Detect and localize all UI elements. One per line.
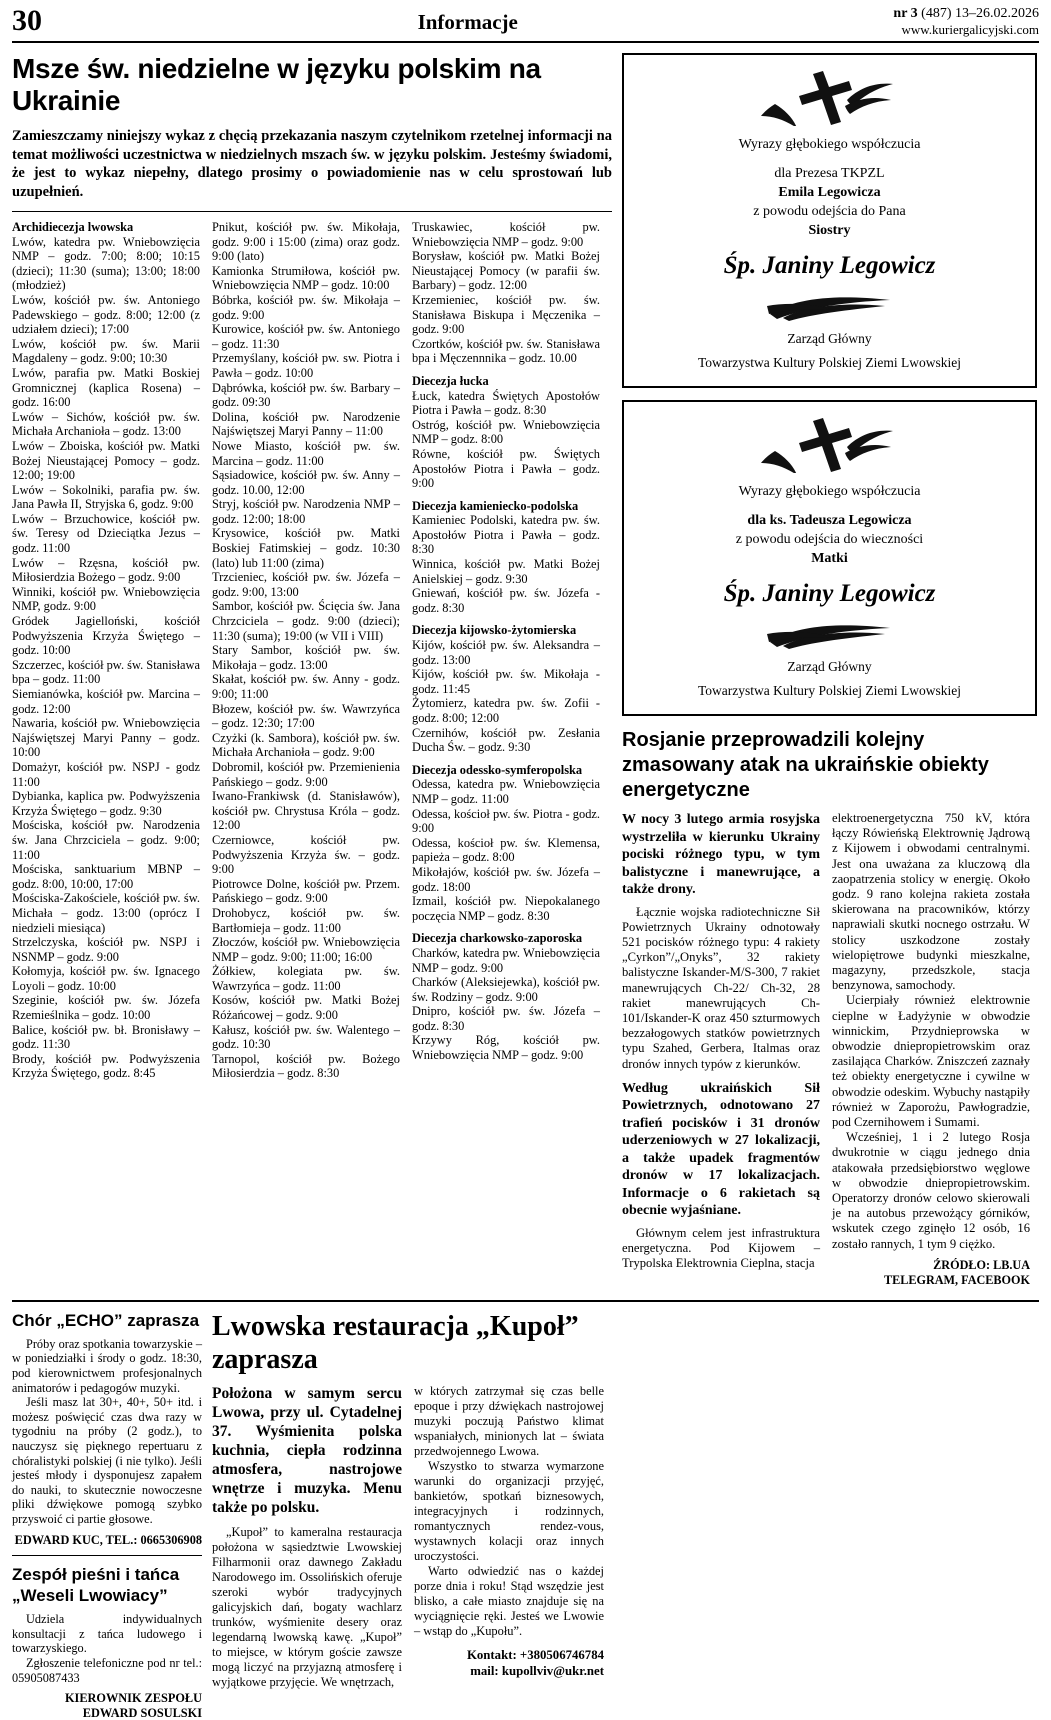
list-item: Sambor, kościół pw. Ścięcia św. Jana Chrzciciela – godz. 9:00 (dzieci); 11:30 (suma); 19:00 (w VII i VIII) — [212, 599, 400, 643]
list-item: Nowe Miasto, kościół pw. św. Marcina – godz. 11:00 — [212, 438, 400, 468]
choir-notice — [12, 1310, 202, 1720]
list-item: Lwów, kościół pw. św. Marii Magdaleny – godz. 9:00; 10:30 — [12, 336, 200, 366]
list-item: Lwów – Brzuchowice, kościół pw. św. Teresy od Dzieciątka Jezus – godz. 11:00 — [12, 511, 200, 556]
list-item: Mościska-Zakościele, kościół pw. św. Michała – godz. 13:00 (oprócz I niedzieli miesiąca) — [12, 891, 200, 935]
list-item: Mościska, kościół pw. Narodzenia św. Jana Chrzciciela – godz. 9:00; 11:00 — [12, 818, 200, 862]
restaurant-phone[interactable]: Kontakt: +380506746784 — [466, 1647, 604, 1662]
article-paragraph: Ucierpiały również elektrownie cieplne w Ładyżynie w obwodzie winnickim, Przydnieprowska w obwodzie dniepropietrowskim oraz zasilająca Charków. Zniszczeń zaznały też obiekty energetyczne i cywilne w obwodzie odeskim. Wybuchy nastąpiły również w Zaporożu, Pawłogradzie, pod Czernihowem i Sumami. — [832, 993, 1030, 1130]
divider — [12, 211, 612, 212]
list-item: Pnikut, kościół pw. św. Mikołaja, godz. 9:00 i 15:00 (zima) oraz godz. 9:00 (lato) — [212, 220, 400, 264]
article-headline: Rosjanie przeprowadzili kolejny zmasowany atak na ukraińskie obiekty energetyczne — [622, 729, 989, 801]
list-item: Lwów, kościół pw. św. Antoniego Padewskiego – godz. 8:00; 12:00 (z udziałem dzieci); 17:00 — [12, 292, 200, 337]
restaurant-columns — [212, 1384, 610, 1690]
list-item: Dybianka, kaplica pw. Podwyższenia Krzyża Świętego – godz. 9:30 — [12, 789, 200, 818]
list-item: Archidiecezja lwowska — [12, 220, 134, 234]
list-item: Przemyślany, kościół pw. sw. Piotra i Pawła – godz. 10:00 — [212, 351, 400, 380]
diocese-heading: Diecezja kijowsko-żytomierska — [412, 623, 577, 638]
obit-line-5: Siostry — [808, 223, 851, 238]
list-item: Siemianówka, kościół pw. Marcina – godz. 12:00 — [12, 687, 200, 716]
article-paragraph: Głównym celem jest infrastruktura energetyczna. Pod Kijowem – Trypolska Elektrownia Cieplna, stacja — [622, 1225, 820, 1271]
list-item: Nawaria, kościół pw. Wniebowzięcia Najświętszej Maryi Panny – godz. 10:00 — [12, 716, 200, 760]
ensemble-title: Zespół pieśni i tańca „Weseli Lwowiacy” — [12, 1565, 180, 1606]
diocese-heading: Diecezja łucka — [412, 373, 489, 388]
list-item: Kijów, kościół pw. św. Mikołaja - godz. 11:45 — [412, 667, 600, 696]
restaurant-column-1 — [212, 1384, 402, 1690]
ensemble-signature-name: EDWARD SOSULSKI — [82, 1705, 202, 1720]
article-column-2 — [832, 811, 1030, 1288]
list-item: Czernihów, kościół pw. Zesłania Ducha Św. – godz. 9:30 — [412, 725, 600, 755]
list-item: Izmail, kościół pw. Niepokalanego poczęcia NMP – godz. 8:30 — [412, 894, 600, 923]
list-item: Lwów – Sichów, kościół pw. św. Michała Archanioła – godz. 13:00 — [12, 409, 200, 439]
obit-line-5: Matki — [811, 551, 848, 566]
article-paragraph: Łącznie wojska radiotechniczne Sił Powietrznych Ukrainy odnotowały 521 pocisków różnego typu: 4 rakiety „Cyrkon”/„Onyks”, 32 rakiety balistyczne Iskander-M/S-300, 7 rakiet manewrujących Ch-22/ Ch-32, 28 rakiet manewrujących Ch-101/Iskander-K oraz 450 szturmowych bezzałogowych statków powietrznych typu Szahed, Gerbera, Italmas oraz dronów innych typów z kierunków. — [622, 904, 820, 1071]
mass-column-1 — [12, 220, 200, 1081]
restaurant-lead: Położona w samym sercu Lwowa, przy ul. Cytadelnej 37. Wyśmienita polska kuchnia, ciepła rodzinna atmosfera, nastrojowe wnętrze i muzyka. Menu także po polsku. — [212, 1384, 402, 1516]
list-item: Kałusz, kościół pw. św. Walentego – godz. 10:30 — [212, 1022, 400, 1052]
restaurant-paragraph: „Kupoł” to kameralna restauracja położona w sąsiedztwie Lwowskiej Filharmonii oraz dawnego Zakładu Narodowego im. Ossolińskich oferuje szeroki wybór tradycyjnych galicyjskich dań, bogaty wachlarz trunków, wyśmienite desery oraz legendarną lwowską kawę. „Kupoł” to miejsce, w którym goście zawsze mogą liczyć na przyjazną atmosferę i wyjątkowe przyjęcie. We wnętrzach, — [212, 1524, 402, 1689]
obit-line-4: z powodu odejścia do wieczności — [735, 532, 924, 547]
list-item: Kijów, kościół pw. św. Aleksandra – godz. 13:00 — [412, 638, 600, 667]
list-item: Tarnopol, kościół pw. Bożego Miłosierdzia – godz. 8:30 — [212, 1051, 400, 1081]
list-item: Skałat, kościół pw. św. Anny - godz. 9:00; 11:00 — [212, 672, 400, 701]
choir-paragraph: Próby oraz spotkania towarzyskie – w poniedziałki i środy o godz. 18:30, pod kierownictwem profesjonalnych animatorów i pedagogów muzyki. — [12, 1336, 202, 1395]
restaurant-title: Lwowska restauracja „Kupoł” zaprasza — [212, 1310, 579, 1375]
ensemble-signature-role: KIEROWNIK ZESPOŁU — [64, 1691, 202, 1706]
palm-branch-icon — [636, 618, 1023, 652]
list-item: Szczerzec, kościół pw. św. Stanisława bpa – godz. 11:00 — [12, 657, 200, 687]
list-item: Brody, kościół pw. Podwyższenia Krzyża Świętego, godz. 8:45 — [12, 1051, 200, 1081]
restaurant-ad — [212, 1310, 610, 1720]
obit-footer-1: Zarząd Główny — [787, 331, 872, 346]
masthead — [12, 6, 1039, 43]
list-item: Czyżki (k. Sambora), kościół pw. św. Michała Archanioła – godz. 9:00 — [212, 730, 400, 760]
list-item: Czortków, kościół pw. św. Stanisława bpa i Męczennnika – godz. 10.00 — [412, 336, 600, 366]
list-item: Strzelczyska, kościół pw. NSPJ i NSNMP – godz. 9:00 — [12, 935, 200, 964]
list-item: Kołomyja, kościół pw. św. Ignacego Loyoli – godz. 10:00 — [12, 964, 200, 993]
article-lead: W nocy 3 lutego armia rosyjska wystrzeliła w kierunku Ukrainy pociski różnego typu, w tym balistyczne i manewrujące, a także drony. — [622, 812, 820, 897]
issue-date: (487) 13–26.02.2026 — [917, 6, 1039, 21]
restaurant-column-2 — [414, 1384, 604, 1690]
list-item: Kurowice, kościół pw. św. Antoniego – godz. 11:30 — [212, 322, 400, 351]
list-item: Lwów – Zboiska, kościół pw. Matki Bożej Nieustającej Pomocy – godz. 12:00; 19:00 — [12, 438, 200, 483]
list-item: Krysowice, kościół pw. Matki Boskiej Fatimskiej – godz. 10:30 (lato) lub 11:00 (zima) — [212, 526, 400, 570]
list-item: Mikołajów, kościół pw. św. Józefa – godz. 18:00 — [412, 864, 600, 894]
bottom-spacer — [620, 1310, 1035, 1720]
mass-column-3 — [412, 220, 600, 1081]
obit-line-1: Wyrazy głębokiego współczucia — [738, 137, 921, 152]
page-number: 30 — [12, 4, 42, 37]
list-item: Lwów – Rzęsna, kościół pw. Miłosierdzia Bożego – godz. 9:00 — [12, 555, 200, 585]
obituary-notice-1 — [622, 53, 1037, 388]
page-body — [12, 53, 1039, 1288]
list-item: Dąbrówka, kościół pw. św. Barbary – godz. 09:30 — [212, 380, 400, 410]
list-item: Trzcieniec, kościół pw. św. Józefa – godz. 9:00, 13:00 — [212, 570, 400, 599]
obit-line-2: dla ks. Tadeusza Legowicza — [747, 513, 912, 528]
diocese-heading: Diecezja kamieniecko-podolska — [412, 498, 579, 513]
website-url[interactable]: www.kuriergalicyjski.com — [901, 22, 1039, 37]
list-item: Sąsiadowice, kościół pw. św. Anny – godz. 10.00, 12:00 — [212, 468, 400, 497]
list-item: Odessa, kościoł pw. św. Piotra - godz. 9:00 — [412, 806, 600, 836]
list-item: Iwano-Frankiwsk (d. Stanisławów), kościół pw. Chrystusa Króla – godz. 12:00 — [212, 789, 400, 833]
bottom-section — [12, 1300, 1039, 1720]
feature-article — [12, 53, 612, 1288]
list-item: Stary Sambor, kościół pw. św. Mikołaja – godz. 13:00 — [212, 643, 400, 672]
list-item: Stryj, kościół pw. Narodzenia NMP – godz. 12:00; 18:00 — [212, 497, 400, 526]
obit-line-3: Emila Legowicza — [778, 185, 881, 200]
list-item: Żytomierz, katedra pw. św. Zofii - godz. 8:00; 12:00 — [412, 696, 600, 725]
obituary-notice-2 — [622, 400, 1037, 716]
ensemble-paragraph: Udziela indywidualnych konsultacji z tańca ludowego i towarzyskiego. — [12, 1612, 202, 1656]
list-item: Łuck, katedra Świętych Apostołów Piotra i Pawła – godz. 8:30 — [412, 388, 600, 418]
cross-icon — [636, 69, 1023, 127]
list-item: Dnipro, kościół pw. św. Józefa – godz. 8:30 — [412, 1004, 600, 1033]
list-item: Domażyr, kościół pw. NSPJ - godz 11:00 — [12, 759, 200, 789]
list-item: Winnica, kościół pw. Matki Bożej Anielskiej – godz. 9:30 — [412, 557, 600, 586]
list-item: Lwów, parafia pw. Matki Boskiej Gromnicznej (kaplica Rosena) – godz. 16:00 — [12, 365, 200, 410]
list-item: Balice, kościół pw. bł. Bronisławy – godz. 11:30 — [12, 1022, 200, 1052]
article-column-1 — [622, 811, 820, 1288]
list-item: Lwów, katedra pw. Wniebowzięcia NMP – godz. 7:00; 8:00; 10:15 (dzieci); 11:30 (suma); 13:00; 18:00 (młodzież) — [12, 234, 200, 293]
article-body — [622, 811, 1037, 1288]
choir-contact[interactable]: EDWARD KUC, TEL.: 0665306908 — [14, 1532, 202, 1547]
list-item: Lwów – Sokolniki, parafia pw. św. Jana Pawła II, Stryjska 6, godz. 9:00 — [12, 482, 200, 512]
list-item: Krzywy Róg, kościół pw. Wniebowzięcia NMP – godz. 9:00 — [412, 1033, 600, 1063]
article-source-2: TELEGRAM, FACEBOOK — [883, 1272, 1030, 1287]
obit-footer-2: Towarzystwa Kultury Polskiej Ziemi Lwowskiej — [697, 355, 961, 370]
list-item: Odessa, kościoł pw. św. Klemensa, papieża – godz. 8:00 — [412, 835, 600, 865]
list-item: Odessa, katedra pw. Wniebowzięcia NMP – godz. 11:00 — [412, 777, 600, 806]
obit-footer-2: Towarzystwa Kultury Polskiej Ziemi Lwowskiej — [697, 683, 961, 698]
article-source-1: ŹRÓDŁO: LB.UA — [933, 1257, 1030, 1272]
article-paragraph: elektroenergetyczna 750 kV, która łączy Rówieńską Elektrownię Jądrową z Kijowem i obwodami centralnymi. Jest ona uważana za kluczową dla zaopatrzenia stolicy w energię. Około godz. 9 rano kolejna rakieta została skierowana na pracowników, którzy naprawiali skutki nocnego ostrzału. W stolicy uszkodzone zostały wielopiętrowe budynki mieszkalne, magazyny, przedszkole, stacja benzynowa, samochody. — [832, 811, 1030, 993]
list-item: Żółkiew, kolegiata pw. św. Wawrzyńca – godz. 11:00 — [212, 964, 400, 993]
feature-headline: Msze św. niedzielne w języku polskim na Ukrainie — [12, 53, 541, 116]
issue-number: nr 3 — [893, 6, 918, 21]
restaurant-paragraph: w których zatrzymał się czas belle epoque i przy dźwiękach nastrojowej muzyki poczują Państwo klimat wspaniałych, minionych lat – świata przedwojennego Lwowa. — [414, 1383, 604, 1458]
obit-line-1: Wyrazy głębokiego współczucia — [738, 484, 921, 499]
masthead-right — [893, 6, 1039, 38]
list-item: Kosów, kościół pw. Matki Bożej Różańcowej – godz. 9:00 — [212, 993, 400, 1023]
diocese-heading: Diecezja odessko-symferopolska — [412, 762, 583, 777]
list-item: Gniewań, kościół pw. św. Józefa - godz. 8:30 — [412, 586, 600, 615]
list-item: Dolina, kościół pw. Narodzenie Najświętszej Maryi Panny – 11:00 — [212, 409, 400, 439]
list-item: Winniki, kościół pw. Wniebowzięcia NMP, godz. 9:00 — [12, 584, 200, 614]
choir-paragraph: Jeśli masz lat 30+, 40+, 50+ itd. i możesz poświęcić czas dwa razy w tygodniu na próby (2 godz.), to nauczysz się pięknego repertuaru z chóralistyki polskiej (i nie tylko). Jeśli jesteś młody i dysponujesz zapałem do nauki, to skutecznie nowoczesne pliki dźwiękowe pomogą szybko przyswoić ci partie głosowe. — [12, 1395, 202, 1527]
article-paragraph: Wcześniej, 1 i 2 lutego Rosja dwukrotnie w ciągu jednego dnia atakowała przedsiębiorstwo węglowe w obwodzie dniepropietrowskim. Operatorzy dronów celowo skierowali je na autobus przewożący górników, wskutek czego zginęło 12 osób, 16 zostało rannych, 1 tym 9 ciężko. — [832, 1130, 1030, 1251]
restaurant-email[interactable]: mail: kupollviv@ukr.net — [470, 1663, 604, 1678]
deceased-name: Śp. Janiny Legowicz — [723, 252, 936, 279]
list-item: Kamieniec Podolski, katedra pw. św. Apostołów Piotra i Pawła – godz. 8:30 — [412, 513, 600, 557]
list-item: Kamionka Strumiłowa, kościół pw. Wniebowzięcia NMP – godz. 10:00 — [212, 263, 400, 293]
list-item: Czerniowce, kościół pw. Podwyższenia Krzyża św. – godz. 9:00 — [212, 832, 400, 877]
list-item: Drohobycz, kościół pw. św. Bartłomieja – godz. 11:00 — [212, 905, 400, 935]
obit-footer-1: Zarząd Główny — [787, 659, 872, 674]
mass-column-2 — [212, 220, 400, 1081]
list-item: Charków (Aleksiejewka), kościół pw. św. Rodziny – godz. 9:00 — [412, 975, 600, 1004]
ensemble-paragraph: Zgłoszenie telefoniczne pod nr tel.: 05905087433 — [12, 1655, 202, 1685]
list-item: Borysław, kościół pw. Matki Bożej Nieustającej Pomocy (w parafii św. Barbary) – godz. 12:00 — [412, 249, 600, 293]
obit-line-4: z powodu odejścia do Pana — [753, 204, 906, 219]
cross-icon — [636, 416, 1023, 474]
list-item: Charków, katedra pw. Wniebowzięcia NMP – godz. 9:00 — [412, 945, 600, 975]
list-item: Złoczów, kościół pw. Wniebowzięcia NMP – godz. 9:00; 11:00; 16:00 — [212, 935, 400, 964]
feature-lede: Zamieszczamy niniejszy wykaz z chęcią przekazania naszym czytelnikom rzetelnej informacji na temat możliwości uczestnictwa w niedzielnych mszach św. w języku polskim. Jesteśmy świadomi, że jest to wykaz niepełny, dlatego prosimy o powiadomienie nas w celu sprostowań lub uzupełnień. — [12, 128, 612, 200]
restaurant-paragraph: Warto odwiedzić nas o każdej porze dnia i roku! Stąd wszędzie jest blisko, a całe miasto znajduje się na wyciągnięcie ręki. Jesteś we Lwowie – wstąp do „Kupołu”. — [414, 1563, 604, 1638]
diocese-heading: Diecezja charkowsko-zaporoska — [412, 931, 583, 946]
divider — [12, 1555, 202, 1556]
list-item: Błozew, kościół pw. św. Wawrzyńca – godz. 12:30; 17:00 — [212, 701, 400, 731]
article-highlight: Według ukraińskich Sił Powietrznych, odnotowano 27 trafień pocisków i 31 dronów uderzeniowych w 27 lokalizacji, a także upadek fragmentów dronów w 17 lokalizacjach. Informacje o 6 rakietach są obecnie wyjaśniane. — [622, 1080, 820, 1219]
mass-schedule — [12, 220, 612, 1081]
palm-branch-icon — [636, 290, 1023, 324]
list-item: Równe, kościół pw. Świętych Apostołów Piotra i Pawła – godz. 9:00 — [412, 446, 600, 491]
restaurant-paragraph: Wszystko to stwarza wymarzone warunki do organizacji przyjęć, bankietów, spotkań biznesowych, integracyjnych i rodzinnych, romantycznych rendez-vous, wystawnych kolacji oraz innych uroczystości. — [414, 1458, 604, 1563]
list-item: Truskawiec, kościół pw. Wniebowzięcia NMP – godz. 9:00 — [412, 220, 600, 249]
list-item: Dobromil, kościół pw. Przemienienia Pańskiego – godz. 9:00 — [212, 759, 400, 789]
list-item: Gródek Jagielloński, kościół Podwyższenia Krzyża Świętego – godz. 10:00 — [12, 614, 200, 658]
list-item: Krzemieniec, kościół pw. św. Stanisława Biskupa i Męczenika – godz. 9:00 — [412, 292, 600, 337]
list-item: Ostróg, kościół pw. Wniebowzięcia NMP – godz. 8:00 — [412, 417, 600, 447]
list-item: Piotrowce Dolne, kościół pw. Przem. Pańskiego – godz. 9:00 — [212, 876, 400, 906]
section-title: Informacje — [417, 10, 518, 34]
obit-line-2: dla Prezesa TKPZL — [774, 166, 885, 181]
list-item: Szeginie, kościół pw. św. Józefa Rzemieślnika – godz. 10:00 — [12, 993, 200, 1023]
deceased-name: Śp. Janiny Legowicz — [723, 580, 936, 607]
issue-line — [893, 6, 1039, 22]
right-column — [622, 53, 1037, 1288]
choir-title: Chór „ECHO” zaprasza — [12, 1310, 200, 1330]
list-item: Mościska, sanktuarium MBNP – godz. 8:00, 10:00, 17:00 — [12, 862, 200, 891]
list-item: Bóbrka, kościół pw. św. Mikołaja – godz. 9:00 — [212, 292, 400, 322]
